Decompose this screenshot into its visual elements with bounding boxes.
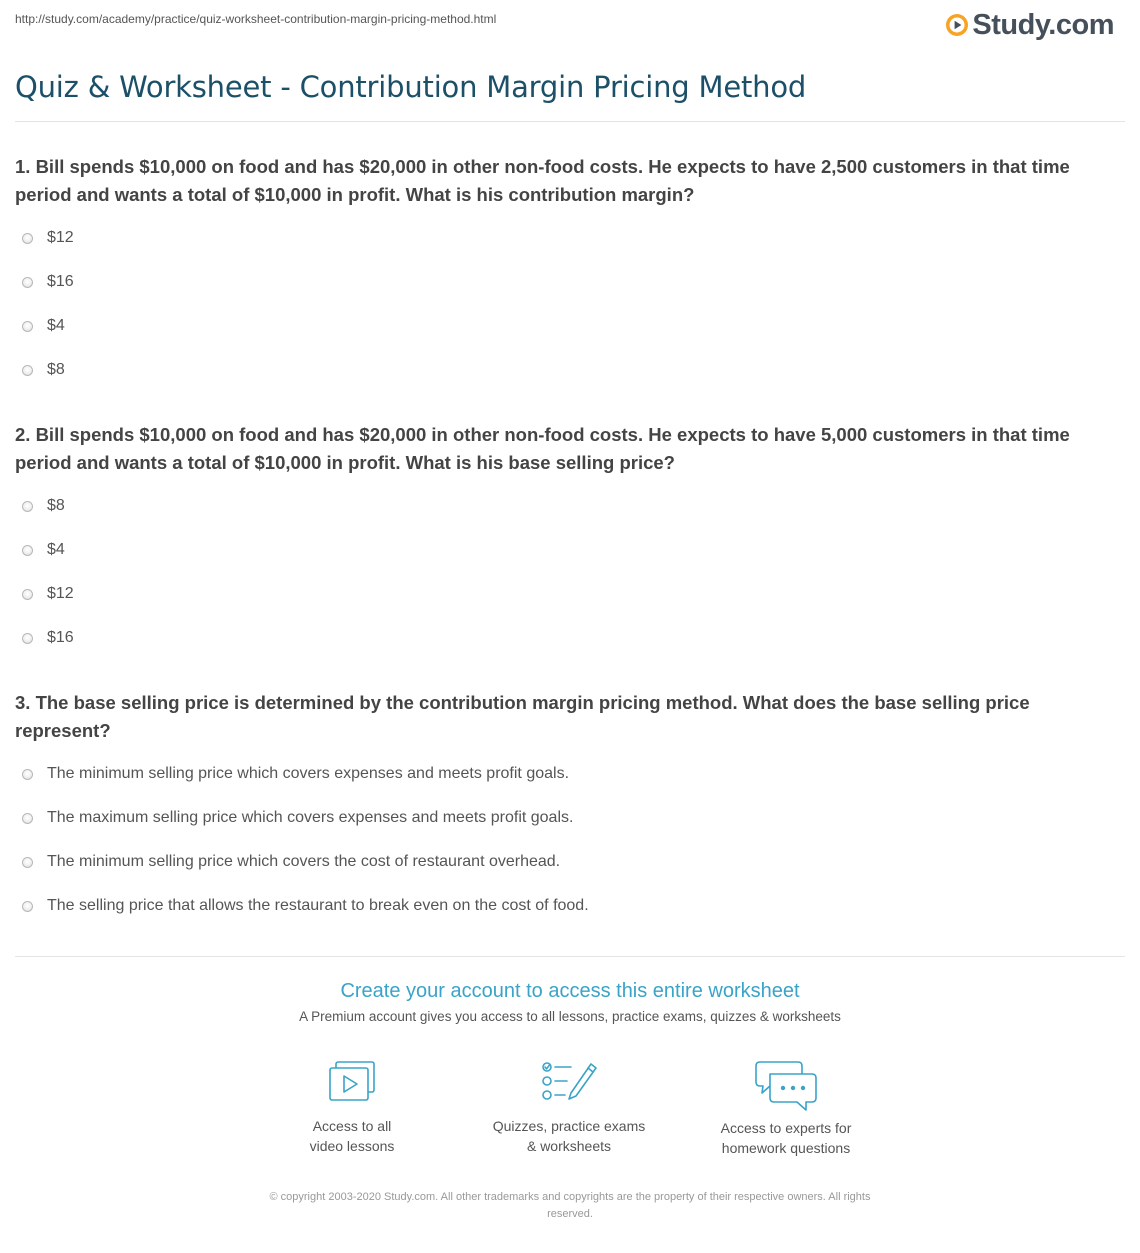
create-account-link[interactable]: Create your account to access this entire worksheet — [340, 980, 800, 1002]
feature-line: Access to experts for — [720, 1120, 852, 1136]
q3-option-1[interactable] — [22, 763, 569, 785]
option-label: $4 — [47, 317, 65, 334]
feature-line: Quizzes, practice exams — [492, 1118, 646, 1134]
radio-button[interactable] — [22, 589, 33, 600]
divider — [15, 956, 1125, 957]
page-title: Quiz & Worksheet - Contribution Margin Pricing Method — [15, 70, 807, 104]
question-2: 2. Bill spends $10,000 on food and has $20,000 in other non-food costs. He expects to have 5,000 customers in that time period and wants a total of $10,000 in profit. What is his base selling price? — [15, 424, 1070, 473]
option-label: The minimum selling price which covers expenses and meets profit goals. — [47, 765, 570, 782]
radio-button[interactable] — [22, 321, 33, 332]
video-lessons-icon — [326, 1060, 378, 1104]
feature-experts — [686, 1060, 886, 1158]
option-label: $12 — [47, 229, 74, 246]
play-circle-icon — [945, 13, 969, 37]
chat-bubbles-icon — [754, 1060, 818, 1112]
cta-subtitle: A Premium account gives you access to all lessons, practice exams, quizzes & worksheets — [299, 1009, 841, 1024]
radio-button[interactable] — [22, 857, 33, 868]
copyright — [210, 1189, 930, 1223]
radio-button[interactable] — [22, 769, 33, 780]
radio-button[interactable] — [22, 365, 33, 376]
q1-option-4[interactable] — [22, 359, 65, 381]
radio-button[interactable] — [22, 545, 33, 556]
option-label: $8 — [47, 361, 65, 378]
radio-button[interactable] — [22, 277, 33, 288]
q1-option-1[interactable] — [22, 227, 74, 249]
feature-line: & worksheets — [526, 1138, 612, 1154]
radio-button[interactable] — [22, 633, 33, 644]
option-label: $4 — [47, 541, 65, 558]
q2-option-2[interactable] — [22, 539, 65, 561]
radio-button[interactable] — [22, 813, 33, 824]
study-logo[interactable] — [945, 8, 1114, 42]
radio-button[interactable] — [22, 901, 33, 912]
option-label: $12 — [47, 585, 74, 602]
question-3: 3. The base selling price is determined by the contribution margin pricing method. What does the base selling price represent? — [15, 692, 1030, 741]
option-label: $8 — [47, 497, 65, 514]
option-label: The selling price that allows the restaurant to break even on the cost of food. — [47, 897, 589, 914]
option-label: The minimum selling price which covers the cost of restaurant overhead. — [47, 853, 561, 870]
feature-line: video lessons — [309, 1138, 395, 1154]
question-1: 1. Bill spends $10,000 on food and has $20,000 in other non-food costs. He expects to have 2,500 customers in that time period and wants a total of $10,000 in profit. What is his contribution margin? — [15, 156, 1070, 205]
q1-option-3[interactable] — [22, 315, 65, 337]
divider — [15, 121, 1125, 122]
top-bar — [0, 0, 1140, 50]
q3-option-2[interactable] — [22, 807, 573, 829]
logo-text: Study.com — [972, 8, 1114, 41]
q2-option-1[interactable] — [22, 495, 65, 517]
feature-line: homework questions — [721, 1140, 851, 1156]
radio-button[interactable] — [22, 233, 33, 244]
radio-button[interactable] — [22, 501, 33, 512]
copyright-line: reserved. — [547, 1208, 593, 1220]
q1-option-2[interactable] — [22, 271, 74, 293]
page-url: http://study.com/academy/practice/quiz-worksheet-contribution-margin-pricing-method.html — [15, 12, 497, 26]
feature-quizzes — [469, 1060, 669, 1156]
q2-option-4[interactable] — [22, 627, 74, 649]
feature-video-lessons — [252, 1060, 452, 1156]
option-label: $16 — [47, 273, 74, 290]
quiz-checklist-icon — [541, 1060, 597, 1104]
feature-line: Access to all — [312, 1118, 392, 1134]
q3-option-3[interactable] — [22, 851, 560, 873]
option-label: The maximum selling price which covers expenses and meets profit goals. — [47, 809, 574, 826]
q2-option-3[interactable] — [22, 583, 74, 605]
q3-option-4[interactable] — [22, 895, 589, 917]
copyright-line: © copyright 2003-2020 Study.com. All other trademarks and copyrights are the property of their respective owners. All rights — [269, 1191, 871, 1203]
option-label: $16 — [47, 629, 74, 646]
